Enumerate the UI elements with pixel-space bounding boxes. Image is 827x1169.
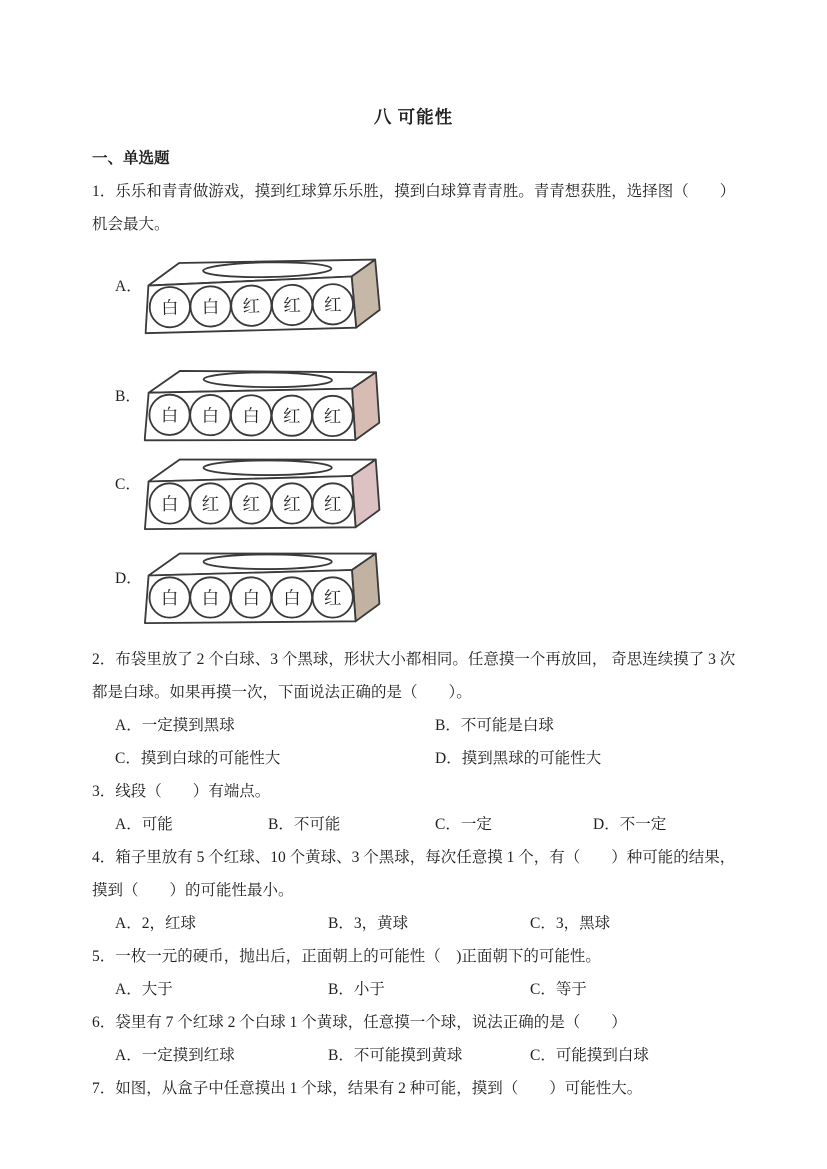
figure-option-c	[92, 453, 735, 533]
ball-label: 白	[160, 297, 179, 318]
ball-box-illustration-b	[144, 364, 385, 445]
ball-label: 白	[201, 296, 220, 317]
ball-label: 白	[242, 587, 260, 608]
ball-label: 红	[323, 406, 342, 427]
question-4-options-row	[92, 907, 735, 940]
question-5-option-c: C．等于	[530, 981, 587, 998]
question-3-option-b: B．不可能	[268, 816, 341, 833]
question-3-option-c: C．一定	[435, 816, 492, 833]
ball-label: 红	[283, 493, 301, 514]
question-3-option-d: D．不一定	[593, 816, 667, 833]
ball-label: 红	[283, 295, 302, 316]
ball-label: 红	[323, 587, 342, 608]
ball-label: 白	[242, 405, 260, 426]
question-2-options-row-2	[92, 742, 735, 775]
question-6-option-a: A．一定摸到红球	[115, 1047, 235, 1064]
ball-box-illustration-d	[144, 547, 384, 626]
question-4-option-c: C．3，黑球	[530, 915, 611, 932]
question-6-options-row	[92, 1039, 735, 1072]
question-1-line-2: 机会最大。	[92, 216, 170, 233]
question-5-options-row	[92, 973, 735, 1006]
question-2-option-a: A．一定摸到黑球	[115, 717, 235, 734]
figure-option-b	[92, 365, 735, 445]
ball-label: 白	[201, 587, 220, 608]
question-5-option-b: B．小于	[328, 981, 385, 998]
ball-label: 白	[283, 587, 301, 608]
figure-b-label: B．	[115, 388, 141, 405]
ball-label: 红	[283, 406, 301, 427]
ball-label: 红	[242, 295, 261, 317]
question-3-option-a: A．可能	[115, 816, 173, 833]
box-opening	[204, 372, 332, 388]
question-4-line-2: 摸到（ ）的可能性最小。	[92, 882, 294, 899]
question-7-line-1: 7．如图，从盒子中任意摸出 1 个球，结果有 2 种可能，摸到（ ）可能性大。	[92, 1080, 643, 1097]
ball-label: 白	[201, 405, 220, 426]
question-4-option-a: A．2，红球	[115, 915, 196, 932]
question-4-option-b: B．3，黄球	[328, 915, 409, 932]
question-2-line-1: 2．布袋里放了 2 个白球、3 个黑球，形状大小都相同。任意摸一个再放回， 奇思连续摸了 3 次	[92, 651, 736, 668]
figure-c-label: C．	[115, 476, 141, 493]
ball-label: 白	[160, 405, 179, 426]
page-title: 八 可能性	[373, 107, 454, 127]
ball-label: 红	[242, 493, 260, 514]
question-6-option-c: C．可能摸到白球	[530, 1047, 649, 1064]
question-2-options-row-1	[92, 709, 735, 742]
ball-label: 红	[323, 493, 342, 514]
section-heading: 一、单选题	[92, 150, 170, 167]
figure-option-a	[92, 255, 735, 335]
figure-option-d	[92, 547, 735, 627]
box-opening	[204, 460, 332, 475]
box-opening	[204, 554, 332, 569]
question-4-line-1: 4．箱子里放有 5 个红球、10 个黄球、3 个黑球，每次任意摸 1 个，有（ ）种可能的结果，	[92, 849, 736, 866]
question-6-option-b: B．不可能摸到黄球	[328, 1047, 463, 1064]
ball-box-illustration-c	[144, 453, 384, 532]
ball-label: 白	[160, 587, 179, 608]
question-1-figures	[92, 255, 735, 627]
question-2-line-2: 都是白球。如果再摸一次，下面说法正确的是（ ）。	[92, 684, 472, 701]
question-2-option-b: B．不可能是白球	[435, 717, 554, 734]
question-5-line-1: 5．一枚一元的硬币，抛出后，正面朝上的可能性（ )正面朝下的可能性。	[92, 948, 601, 965]
question-2-option-d: D．摸到黑球的可能性大	[435, 750, 602, 767]
ball-label: 红	[201, 493, 220, 514]
ball-label: 白	[160, 493, 179, 514]
question-6-line-1: 6．袋里有 7 个红球 2 个白球 1 个黄球，任意摸一个球，说法正确的是（ ）	[92, 1014, 627, 1031]
ball-label: 红	[324, 294, 342, 315]
question-2-option-c: C．摸到白球的可能性大	[115, 750, 281, 767]
question-3-line-1: 3．线段（ ）有端点。	[92, 783, 271, 800]
question-5-option-a: A．大于	[115, 981, 173, 998]
question-1-line-1: 1．乐乐和青青做游戏，摸到红球算乐乐胜，摸到白球算青青胜。青青想获胜，选择图（ ）	[92, 183, 736, 200]
figure-d-label: D．	[115, 570, 142, 587]
figure-a-label: A．	[115, 278, 142, 295]
question-3-options-row	[92, 808, 735, 841]
ball-box-illustration-a	[143, 253, 384, 336]
